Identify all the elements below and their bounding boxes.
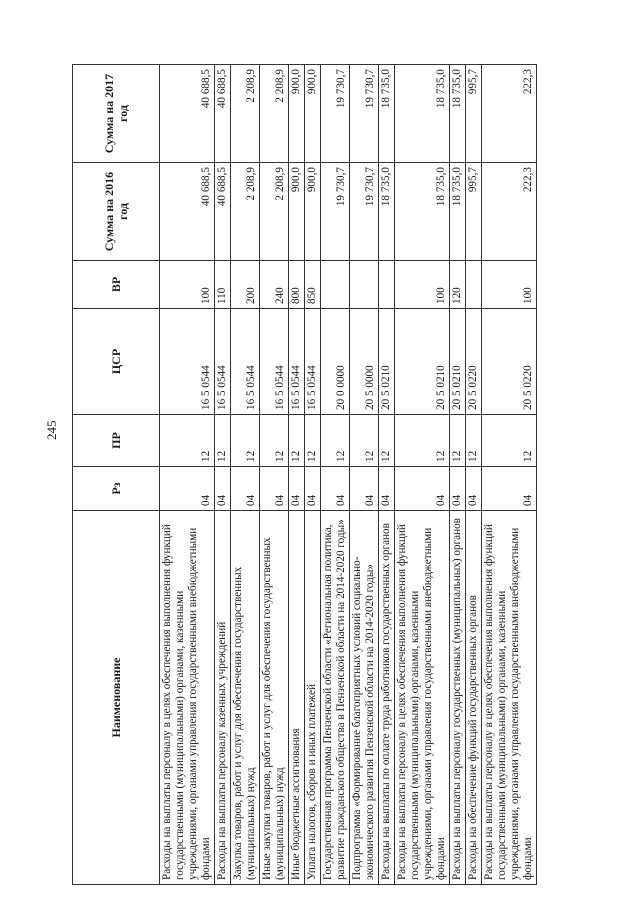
cell-sum-2016: 40 688,5 (160, 163, 215, 261)
cell-sum-2016: 900,0 (289, 163, 305, 261)
cell-vr (321, 261, 350, 309)
cell-vr: 800 (289, 261, 305, 309)
cell-sum-2017: 19 730,7 (321, 65, 350, 163)
cell-csr: 16 5 0544 (231, 309, 260, 415)
cell-sum-2017: 2 208,9 (260, 65, 289, 163)
cell-name: Расходы на выплаты персоналу в целях обеспечения выполнения функций государственными (муниципальными) органами, казенными учреждениями, органами управления государственными внебюджетными фондами (160, 511, 215, 885)
cell-sum-2016: 2 208,9 (231, 163, 260, 261)
table-row (395, 65, 450, 885)
cell-vr: 200 (231, 261, 260, 309)
cell-rz: 04 (215, 467, 231, 511)
budget-table (72, 64, 537, 885)
header-sum-2017: Сумма на 2017 год (73, 65, 160, 163)
cell-name: Расходы на выплаты персоналу государственных (муниципальных) органов (450, 511, 466, 885)
cell-vr: 240 (260, 261, 289, 309)
cell-name: Расходы на выплаты по оплате труда работников государственных органов (379, 511, 395, 885)
cell-rz: 04 (379, 467, 395, 511)
cell-pr: 12 (466, 415, 482, 467)
cell-vr: 100 (482, 261, 537, 309)
cell-name: Иные закупки товаров, работ и услуг для обеспечения государственных (муниципальных) нужд (260, 511, 289, 885)
cell-rz: 04 (450, 467, 466, 511)
cell-name: Уплата налогов, сборов и иных платежей (305, 511, 321, 885)
cell-rz: 04 (160, 467, 215, 511)
cell-csr: 20 5 0210 (450, 309, 466, 415)
cell-csr: 16 5 0544 (289, 309, 305, 415)
cell-vr: 100 (395, 261, 450, 309)
cell-vr: 850 (305, 261, 321, 309)
cell-csr: 20 5 0220 (482, 309, 537, 415)
table-row (160, 65, 215, 885)
table-row (482, 65, 537, 885)
table-row (466, 65, 482, 885)
cell-pr: 12 (215, 415, 231, 467)
table-row (289, 65, 305, 885)
cell-sum-2016: 900,0 (305, 163, 321, 261)
rotated-page-content (72, 65, 608, 885)
cell-name: Подпрограмма «Формирование благоприятных условий социально-экономического развития Пензенской области на 2014-2020 годы» (350, 511, 379, 885)
cell-sum-2017: 2 208,9 (231, 65, 260, 163)
cell-sum-2017: 18 735,0 (450, 65, 466, 163)
header-vr: ВР (73, 261, 160, 309)
table-row (321, 65, 350, 885)
cell-csr: 20 5 0210 (379, 309, 395, 415)
cell-sum-2016: 18 735,0 (450, 163, 466, 261)
header-name: Наименование (73, 511, 160, 885)
table-row (379, 65, 395, 885)
cell-pr: 12 (395, 415, 450, 467)
cell-vr (466, 261, 482, 309)
cell-csr: 20 0 0000 (321, 309, 350, 415)
cell-vr (350, 261, 379, 309)
cell-sum-2016: 40 688,5 (215, 163, 231, 261)
table-row (305, 65, 321, 885)
cell-rz: 04 (350, 467, 379, 511)
cell-pr: 12 (260, 415, 289, 467)
table-body (160, 65, 537, 885)
header-csr: ЦСР (73, 309, 160, 415)
cell-rz: 04 (305, 467, 321, 511)
page-number: 245 (44, 420, 59, 440)
cell-rz: 04 (395, 467, 450, 511)
cell-sum-2017: 18 735,0 (395, 65, 450, 163)
cell-sum-2016: 19 730,7 (350, 163, 379, 261)
cell-vr (379, 261, 395, 309)
cell-pr: 12 (321, 415, 350, 467)
cell-vr: 120 (450, 261, 466, 309)
cell-sum-2016: 18 735,0 (379, 163, 395, 261)
cell-csr: 20 5 0220 (466, 309, 482, 415)
cell-sum-2017: 40 688,5 (215, 65, 231, 163)
cell-csr: 20 5 0000 (350, 309, 379, 415)
cell-sum-2017: 222,3 (482, 65, 537, 163)
cell-csr: 16 5 0544 (215, 309, 231, 415)
cell-sum-2017: 900,0 (305, 65, 321, 163)
cell-sum-2016: 222,3 (482, 163, 537, 261)
cell-name: Расходы на выплаты персоналу в целях обеспечения выполнения функций государственными (муниципальными) органами, казенными учреждениями, органами управления государственными внебюджетными фондами (482, 511, 537, 885)
cell-vr: 110 (215, 261, 231, 309)
table-row (350, 65, 379, 885)
cell-name: Расходы на выплаты персоналу казенных учреждений (215, 511, 231, 885)
table-row (450, 65, 466, 885)
cell-rz: 04 (231, 467, 260, 511)
header-pr: ПР (73, 415, 160, 467)
cell-sum-2017: 900,0 (289, 65, 305, 163)
cell-rz: 04 (289, 467, 305, 511)
cell-sum-2016: 2 208,9 (260, 163, 289, 261)
cell-sum-2016: 18 735,0 (395, 163, 450, 261)
cell-sum-2016: 19 730,7 (321, 163, 350, 261)
cell-name: Закупка товаров, работ и услуг для обеспечения государственных (муниципальных) нужд (231, 511, 260, 885)
table-header-row (73, 65, 160, 885)
cell-pr: 12 (160, 415, 215, 467)
cell-rz: 04 (260, 467, 289, 511)
cell-pr: 12 (305, 415, 321, 467)
cell-vr: 100 (160, 261, 215, 309)
cell-sum-2017: 19 730,7 (350, 65, 379, 163)
cell-rz: 04 (466, 467, 482, 511)
cell-name: Расходы на выплаты персоналу в целях обеспечения выполнения функций государственными (муниципальными) органами, казенными учреждениями, органами управления государственными внебюджетными фондами (395, 511, 450, 885)
cell-name: Иные бюджетные ассигнования (289, 511, 305, 885)
table-row (260, 65, 289, 885)
cell-csr: 20 5 0210 (395, 309, 450, 415)
cell-pr: 12 (289, 415, 305, 467)
table-row (215, 65, 231, 885)
header-rz: Рз (73, 467, 160, 511)
cell-csr: 16 5 0544 (305, 309, 321, 415)
cell-sum-2017: 18 735,0 (379, 65, 395, 163)
cell-csr: 16 5 0544 (160, 309, 215, 415)
cell-pr: 12 (450, 415, 466, 467)
cell-rz: 04 (482, 467, 537, 511)
cell-sum-2017: 995,7 (466, 65, 482, 163)
header-sum-2016: Сумма на 2016 год (73, 163, 160, 261)
table-row (231, 65, 260, 885)
cell-pr: 12 (482, 415, 537, 467)
cell-name: Расходы на обеспечение функций государственных органов (466, 511, 482, 885)
cell-csr: 16 5 0544 (260, 309, 289, 415)
cell-pr: 12 (379, 415, 395, 467)
cell-pr: 12 (231, 415, 260, 467)
cell-name: Государственная программа Пензенской области «Региональная политика, развитие гражданского общества в Пензенской области на 2014-2020 годы» (321, 511, 350, 885)
cell-pr: 12 (350, 415, 379, 467)
cell-sum-2017: 40 688,5 (160, 65, 215, 163)
cell-rz: 04 (321, 467, 350, 511)
cell-sum-2016: 995,7 (466, 163, 482, 261)
